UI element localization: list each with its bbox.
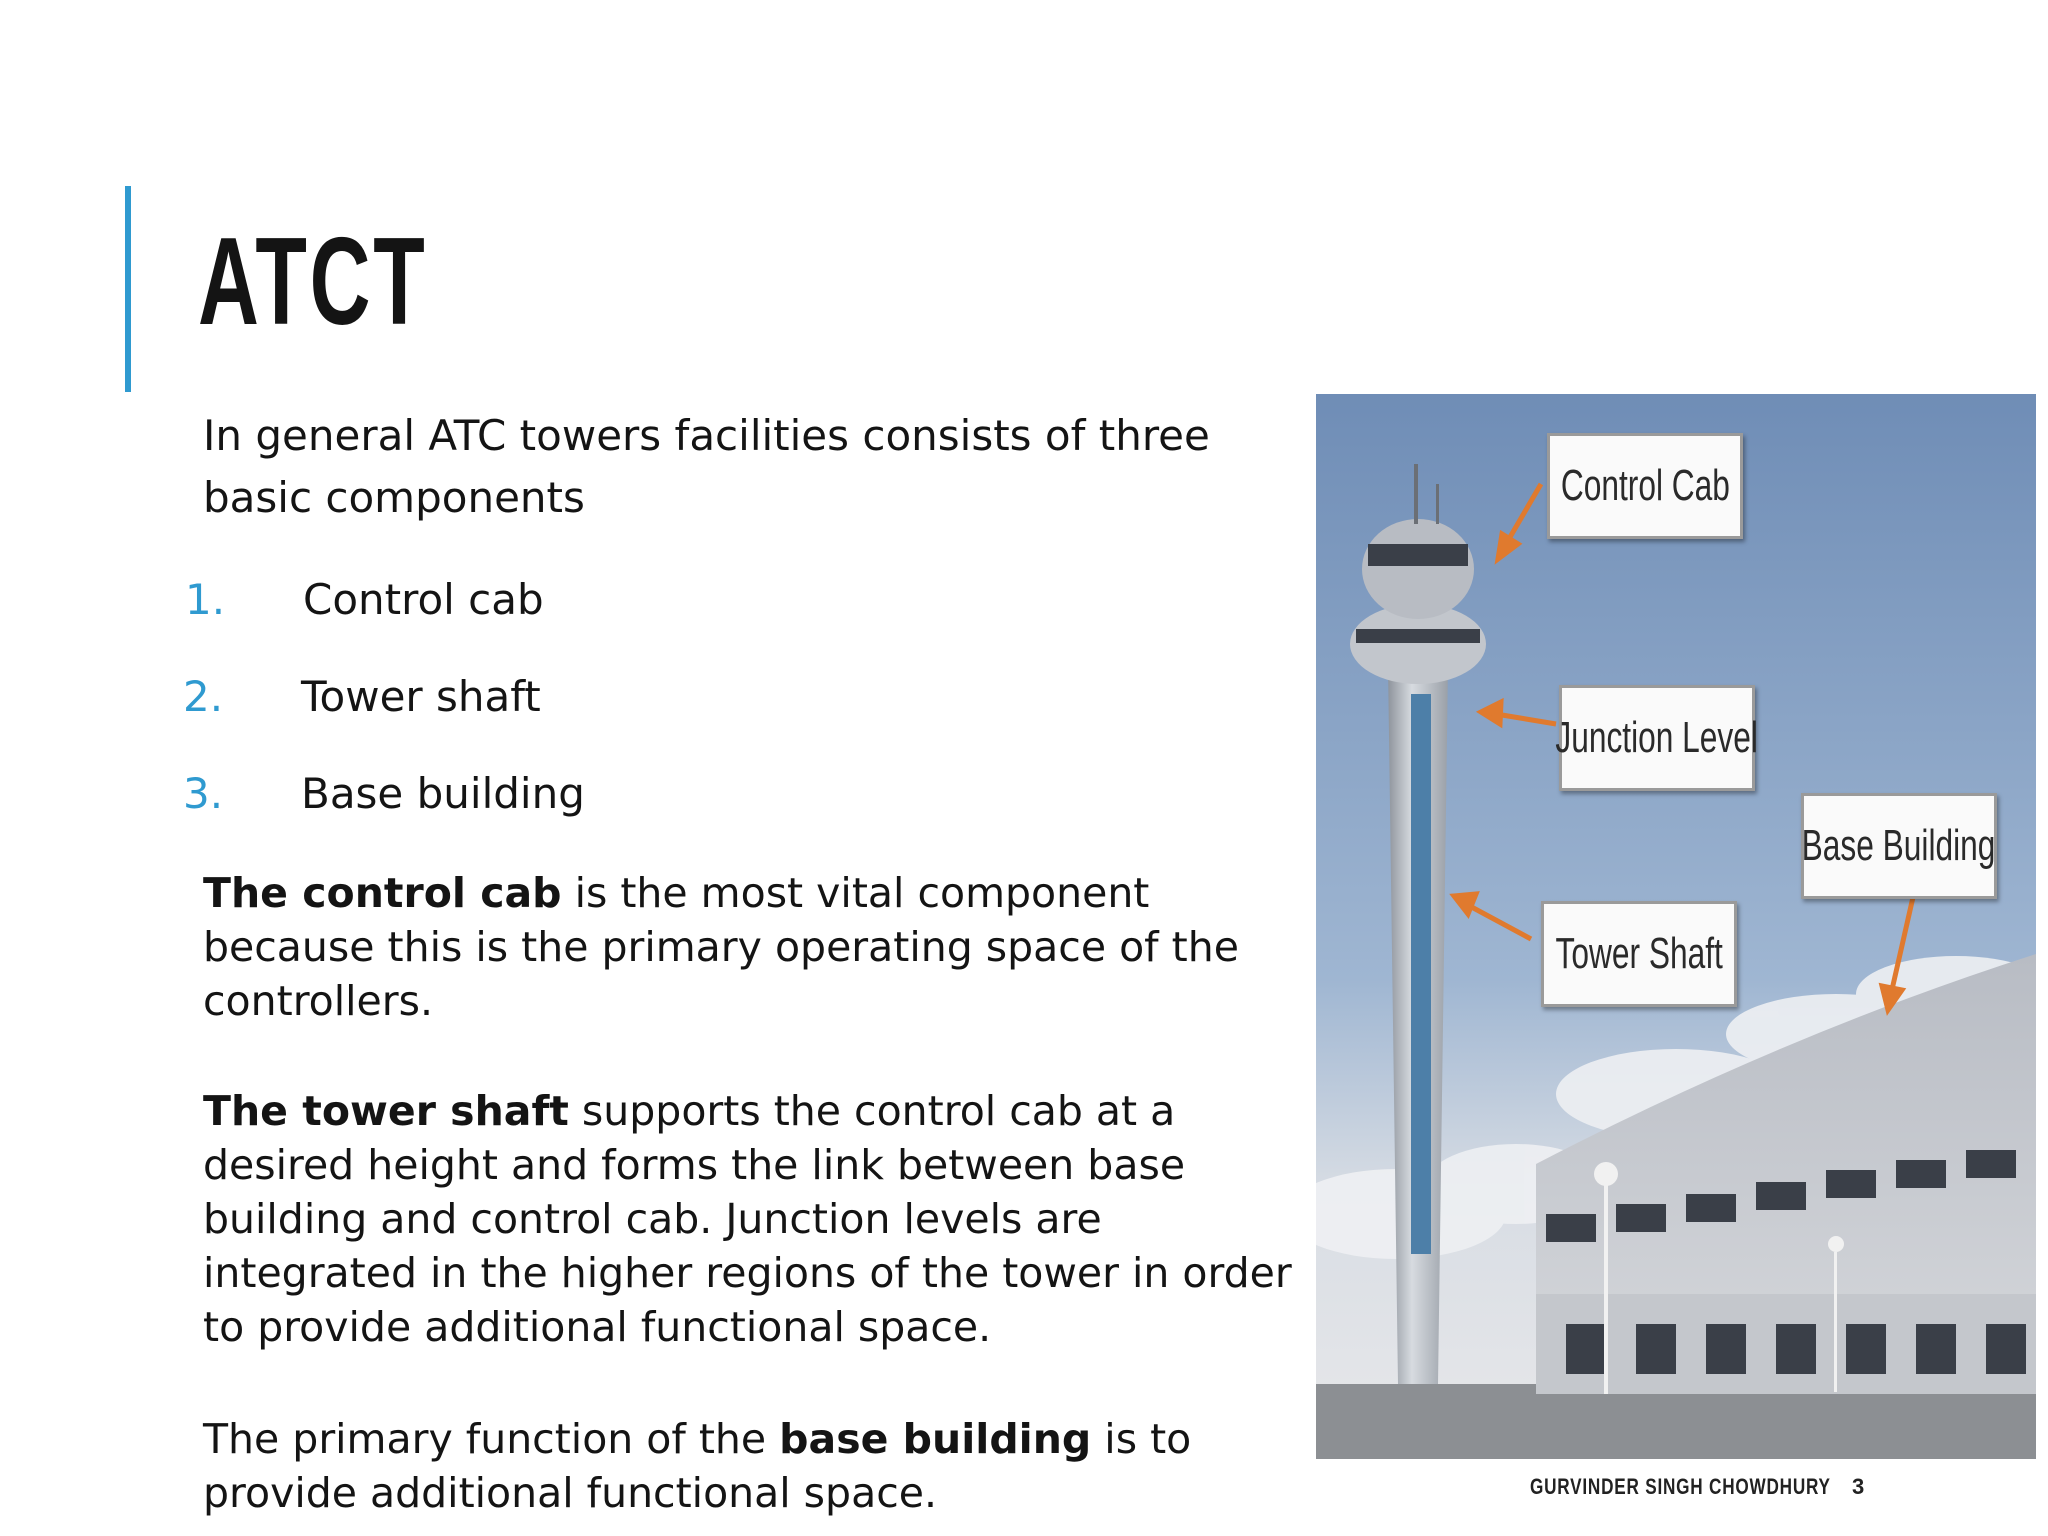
control-cab-paragraph	[203, 866, 1318, 1028]
slide-body	[183, 405, 1318, 1520]
components-list	[183, 551, 1318, 842]
tower-shaft-description: supports the control cab at a desired height and forms the link between base building and control cab. Junction levels are integrated in the higher regions of the tower in order to provide additional functional space.	[203, 1087, 1292, 1351]
page-number: 3	[1852, 1474, 1865, 1499]
list-text: Base building	[301, 768, 585, 818]
junction-windows	[1356, 629, 1480, 643]
list-text: Tower shaft	[301, 671, 541, 721]
label-tower-shaft: Tower Shaft	[1541, 901, 1737, 1007]
label-base-building: Base Building	[1801, 793, 1997, 899]
base-building-lead: The primary function of the	[203, 1415, 780, 1463]
tower-shaft-paragraph	[203, 1084, 1318, 1354]
cab-windows	[1368, 544, 1468, 566]
tower-shaft-term: The tower shaft	[203, 1087, 569, 1135]
label-control-cab: Control Cab	[1547, 433, 1743, 539]
list-item	[183, 745, 1318, 842]
control-cab-term: The control cab	[203, 869, 562, 917]
slide-title: ATCT	[198, 213, 428, 351]
list-text: Control cab	[303, 574, 544, 624]
list-number: 3.	[183, 768, 224, 818]
list-number: 1.	[185, 574, 226, 624]
base-building-term: base building	[779, 1415, 1092, 1463]
antenna	[1436, 484, 1439, 524]
shaft-glazing	[1411, 694, 1431, 1254]
intro-text: In general ATC towers facilities consists of three basic components	[203, 411, 1210, 522]
list-item	[183, 648, 1318, 745]
title-accent-bar	[125, 186, 131, 392]
base-building-paragraph	[203, 1412, 1318, 1520]
list-item	[183, 551, 1318, 648]
antenna	[1414, 464, 1418, 524]
control-cab	[1362, 519, 1474, 619]
ground	[1316, 1384, 2036, 1459]
list-number: 2.	[183, 671, 224, 721]
control-cab-description: is the most vital component because this is the primary operating space of the controllers.	[203, 869, 1239, 1025]
label-junction-level: Junction Level	[1559, 685, 1755, 791]
footer-author: GURVINDER SINGH CHOWDHURY	[1530, 1474, 1831, 1499]
base-building-description: is to provide additional functional space.	[203, 1415, 1192, 1517]
atc-tower-photo	[1316, 394, 2036, 1459]
